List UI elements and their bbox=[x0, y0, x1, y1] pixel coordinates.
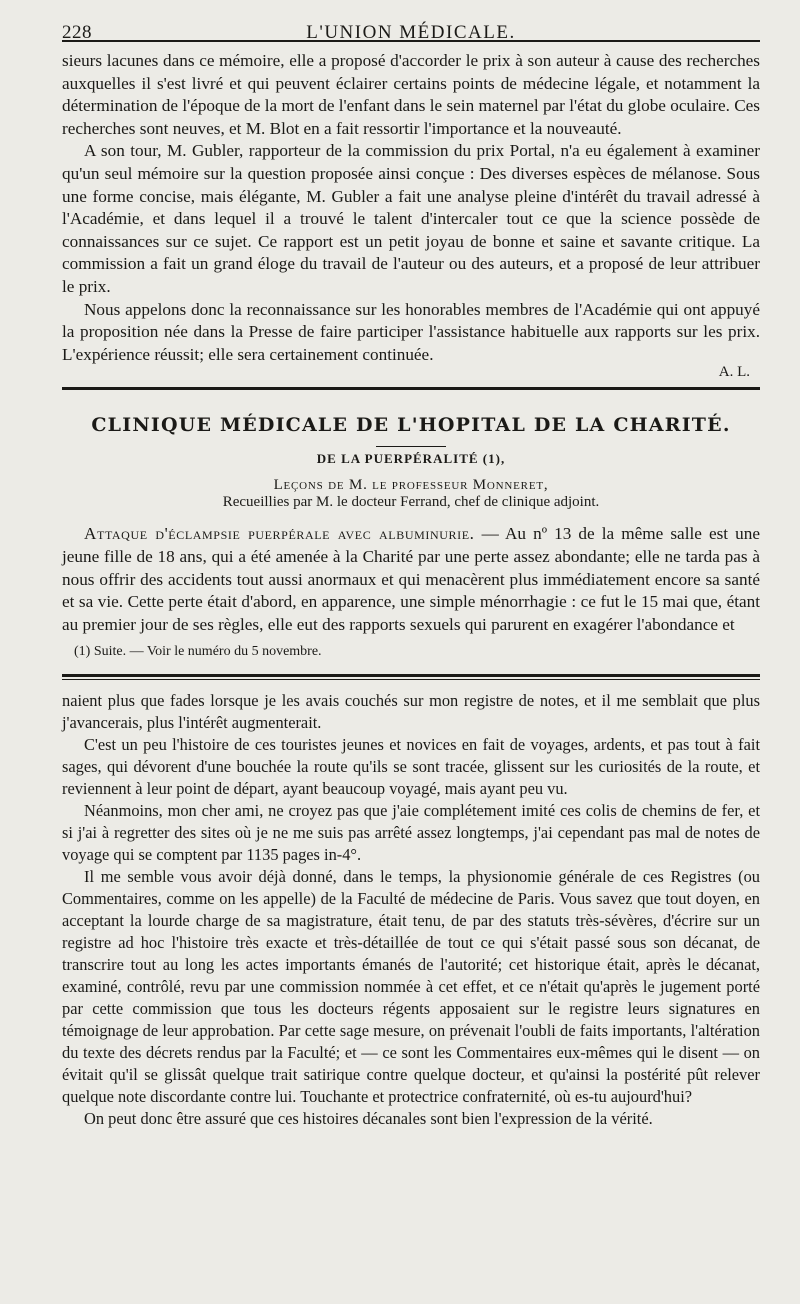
article-subtitle: DE LA PUERPÉRALITÉ (1), bbox=[316, 451, 506, 467]
lecture-credit: Leçons de M. le professeur Monneret, bbox=[273, 477, 549, 494]
collector-credit: Recueillies par M. le docteur Ferrand, chef de clinique adjoint. bbox=[222, 494, 600, 511]
case-paragraph bbox=[62, 523, 760, 636]
title-rule bbox=[376, 446, 446, 447]
signature: A. L. bbox=[718, 364, 750, 381]
feuilleton-section bbox=[62, 690, 760, 1130]
clinic-article bbox=[62, 414, 760, 660]
paragraph: Néanmoins, mon cher ami, ne croyez pas que j'aie complétement imité ces colis de chemins de fer, et si j'ai à regretter des sites où je ne me suis pas arrêté assez longtemps, j'ai cependant pas mal de notes de voyage qui se comptent par 1135 pages in-4°. bbox=[62, 801, 760, 865]
case-body: — Au nº 13 de la même salle est une jeune fille de 18 ans, qui a été amenée à la Charité par une perte assez abondante; elle ne tarda pas à nous offrir des accidents tout aussi anormaux et qui menacèrent plus immédiatement encore sa santé et sa vie. Cette perte était d'abord, en apparence, une simple ménorrhagie : ce fut le 15 mai que, étant au premier jour de ses règles, elle eut des rapports sexuels qui parurent en exagérer l'abondance et bbox=[62, 524, 760, 634]
paragraph: C'est un peu l'histoire de ces touristes jeunes et novices en fait de voyages, ardents, et pas tout à fait sages, qui dévorent d'une bouchée la route qu'ils se sont tracée, glissent sur les curiosités de la route, et reviennent à leur point de départ, ayant beaucoup voyagé, mais ayant peu vu. bbox=[62, 735, 760, 799]
paragraph: Nous appelons donc la reconnaissance sur les honorables membres de l'Académie qui ont appuyé la proposition née dans la Presse de faire participer l'assistance habituelle aux rapports sur les prix. L'expérience réussit; elle sera certainement continuée. bbox=[62, 299, 760, 364]
paragraph: A son tour, M. Gubler, rapporteur de la commission du prix Portal, n'a eu également à examiner qu'un seul mémoire sur la question proposée ainsi conçue : Des diverses espèces de mélanose. Sous une forme concise, mais élégante, M. Gubler a fait une analyse pleine d'intérêt du travail adressé à l'Académie, et dans lequel il a trouvé le talent d'intercaler tout ce que la science possède de connaissances sur ce sujet. Ce rapport est un petit joyau de bonne et saine et savante critique. La commission a fait un grand éloge du travail de l'auteur ou des auteurs, et a proposé de leur attribuer le prix. bbox=[62, 141, 760, 296]
running-title: L'UNION MÉDICALE. bbox=[306, 22, 516, 43]
paragraph: naient plus que fades lorsque je les avais couchés sur mon registre de notes, et il me semblait que plus j'avancerais, plus l'intérêt augmenterait. bbox=[62, 691, 760, 733]
section-divider bbox=[62, 387, 760, 390]
page-header bbox=[62, 0, 760, 42]
paragraph: Il me semble vous avoir déjà donné, dans le temps, la physionomie générale de ces Registres (ou Commentaires, comme on les appelle) de la Faculté de médecine de Paris. Vous savez que tout doyen, en acceptant la lourde charge de sa magistrature, était tenu, de par des statuts très-sévères, d'écrire sur un registre ad hoc l'histoire très exacte et très-détaillée de tout ce qui s'était passé sous son décanat, de transcrire tout au long les actes importants émanés de l'autorité; cet historique était, après le décanat, examiné, contrôlé, revu par une commission nommée à cet effet, et ce n'était qu'après le jugement porté par cette commission que tous les docteurs régents apposaient sur le registre leurs signatures en témoignage de leur approbation. Par cette sage mesure, on prévenait l'oubli de faits importants, l'altération du texte des décrets rendus par la Faculté; et — ce sont les Commentaires eux-mêmes qui le disent — on évitait qu'il se glissât quelque trait satirique contre quelque docteur, et qu'ainsi la postérité pût relever quelque note discordante contre lui. Touchante et protectrice confraternité, où es-tu aujourd'hui? bbox=[62, 867, 760, 1107]
prize-report-section bbox=[62, 50, 760, 381]
article-title: CLINIQUE MÉDICALE DE L'HOPITAL DE LA CHARITÉ. bbox=[91, 414, 731, 437]
paragraph: sieurs lacunes dans ce mémoire, elle a proposé d'accorder le prix à son auteur à cause des recherches auxquelles il s'est livré et qui peuvent éclairer certains points de médecine légale, et notamment la détermination de l'époque de la mort de l'enfant dans le sein maternel par l'état du globe oculaire. Ces recherches sont neuves, et M. Blot en a fait ressortir l'importance et la nouveauté. bbox=[62, 51, 760, 138]
footnote: (1) Suite. — Voir le numéro du 5 novembre. bbox=[74, 644, 322, 660]
case-lead: Attaque d'éclampsie puerpérale avec albuminurie. bbox=[84, 524, 475, 544]
feuilleton-divider bbox=[62, 674, 760, 680]
paragraph: On peut donc être assuré que ces histoires décanales sont bien l'expression de la vérité. bbox=[84, 1109, 653, 1129]
page-number: 228 bbox=[62, 22, 92, 43]
